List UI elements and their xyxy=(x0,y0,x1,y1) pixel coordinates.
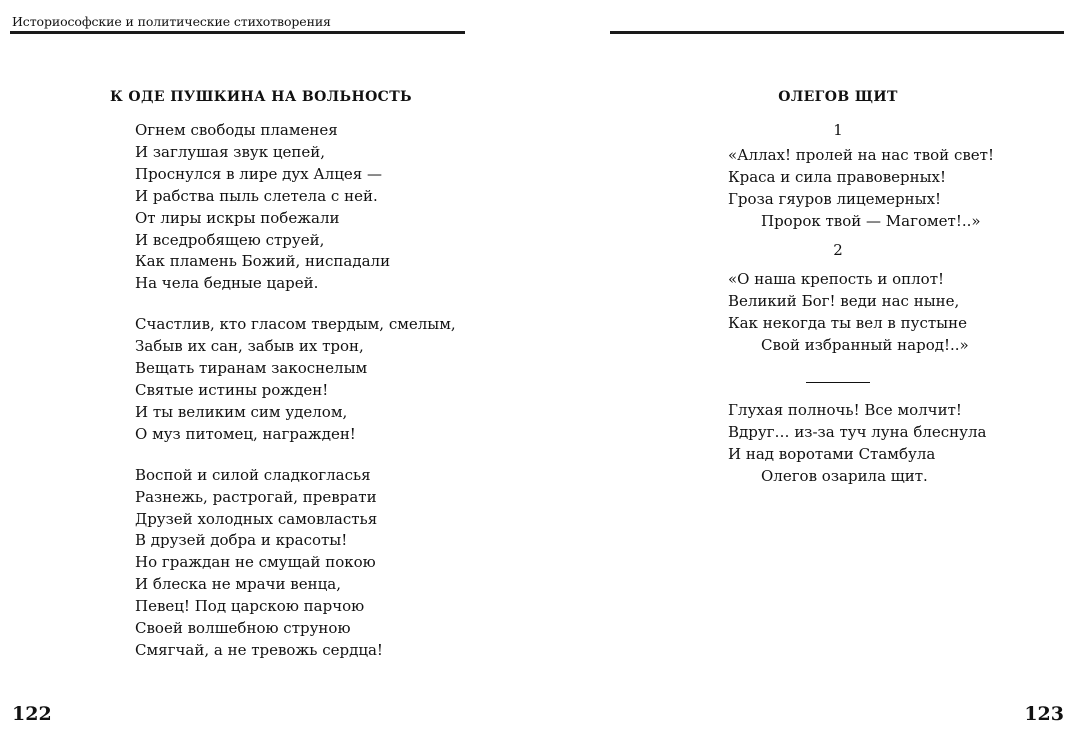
verse-line: В друзей добра и красоты! xyxy=(135,531,348,550)
verse-line: Гроза гяуров лицемерных! xyxy=(728,189,942,208)
verse-line: И вседробящею струей, xyxy=(135,230,325,249)
stanza-break xyxy=(135,295,456,314)
verse-line: И заглушая звук цепей, xyxy=(135,142,326,161)
verse-line: Как некогда ты вел в пустыне xyxy=(728,313,967,332)
section-divider xyxy=(806,382,870,383)
verse-line: Забыв их сан, забыв их трон, xyxy=(135,337,364,356)
page-number: 122 xyxy=(12,703,52,725)
verse-line: Счастлив, кто гласом твердым, смелым, xyxy=(135,315,456,334)
verse-line: И над воротами Стамбула xyxy=(728,444,936,463)
verse-line: Пророк твой — Магомет!..» xyxy=(761,211,981,230)
verse-line: Друзей холодных самовластья xyxy=(135,509,378,528)
verse-line: На чела бедные царей. xyxy=(135,274,319,293)
right-page xyxy=(538,0,1076,732)
verse-line: Разнежь, растрогай, преврати xyxy=(135,487,377,506)
verse-line: Великий Бог! веди нас ныне, xyxy=(728,291,960,310)
verse-line: Свой избранный народ!..» xyxy=(761,335,969,354)
verse-line: Воспой и силой сладкогласья xyxy=(135,465,371,484)
poem-text xyxy=(135,120,456,662)
stanza-break xyxy=(135,446,456,465)
verse-line: О муз питомец, награжден! xyxy=(135,424,356,443)
verse-line: Вдруг… из-за туч луна блеснула xyxy=(728,422,987,441)
verse-line: Смягчай, а не тревожь сердца! xyxy=(135,640,383,659)
verse-line: Вещать тиранам закоснелым xyxy=(135,359,368,378)
verse-line: Как пламень Божий, ниспадали xyxy=(135,252,391,271)
verse-line: Краса и сила правоверных! xyxy=(728,167,947,186)
header-rule xyxy=(610,31,1064,34)
poem-title: ОЛЕГОВ ЩИТ xyxy=(778,89,898,105)
verse-line: Святые истины рожден! xyxy=(135,380,329,399)
verse-line: Олегов озарила щит. xyxy=(761,466,928,485)
verse-line: И ты великим сим уделом, xyxy=(135,402,348,421)
verse-line: И рабства пыль слетела с ней. xyxy=(135,186,378,205)
section-number: 1 xyxy=(833,121,843,139)
verse-line: Огнем свободы пламенея xyxy=(135,121,338,139)
page-number: 123 xyxy=(1024,703,1064,725)
header-rule xyxy=(10,31,465,34)
verse-line: И блеска не мрачи венца, xyxy=(135,575,341,594)
verse-line: «О наша крепость и оплот! xyxy=(728,270,945,288)
poem-section-1 xyxy=(728,145,994,233)
verse-line: Своей волшебною струною xyxy=(135,619,351,638)
verse-line: Но граждан не смущай покою xyxy=(135,553,376,572)
verse-line: От лиры искры побежали xyxy=(135,208,340,227)
running-head: Историософские и политические стихотворения xyxy=(12,14,331,29)
section-number: 2 xyxy=(833,241,843,259)
verse-line: Певец! Под царскою парчою xyxy=(135,597,365,616)
verse-line: Глухая полночь! Все молчит! xyxy=(728,401,962,419)
verse-line: «Аллах! пролей на нас твой свет! xyxy=(728,146,995,164)
poem-title: К ОДЕ ПУШКИНА НА ВОЛЬНОСТЬ xyxy=(110,89,413,105)
poem-section-2 xyxy=(728,269,969,357)
verse-line: Проснулся в лире дух Алцея — xyxy=(135,164,383,183)
poem-final-stanza xyxy=(728,400,986,488)
